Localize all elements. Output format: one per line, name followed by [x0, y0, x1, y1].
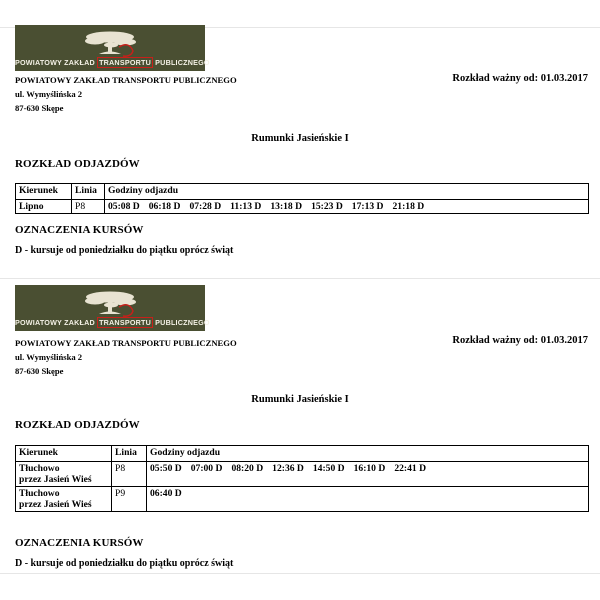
- timetable: [15, 445, 589, 512]
- valid-from: Rozkład ważny od: 01.03.2017: [452, 335, 588, 346]
- departure-time: 11:13 D: [230, 201, 262, 212]
- departure-time: 07:00 D: [190, 463, 223, 474]
- departure-time: 14:50 D: [312, 463, 345, 474]
- col-line-header: Linia: [72, 184, 105, 200]
- section-divider: [0, 278, 600, 279]
- company-street: ul. Wymyślińska 2: [15, 89, 83, 99]
- stop-name: Rumunki Jasieńskie I: [251, 133, 349, 144]
- legend-heading: OZNACZENIA KURSÓW: [15, 537, 144, 549]
- company-street: ul. Wymyślińska 2: [15, 352, 83, 362]
- legend-text: D - kursuje od poniedziałku do piątku oprócz świąt: [15, 558, 234, 569]
- stop-name: Rumunki Jasieńskie I: [251, 394, 349, 405]
- departure-time: 13:18 D: [270, 201, 303, 212]
- direction-cell: Lipno: [16, 200, 72, 214]
- col-times-header: Godziny odjazdu: [105, 184, 589, 200]
- departure-time: 22:41 D: [394, 463, 427, 474]
- company-name: POWIATOWY ZAKŁAD TRANSPORTU PUBLICZNEGO: [15, 338, 237, 348]
- departure-time: 17:13 D: [351, 201, 384, 212]
- direction-cell: Tłuchowo przez Jasień Wieś: [16, 462, 112, 487]
- line-cell: P8: [112, 462, 147, 487]
- departure-time: 15:23 D: [311, 201, 343, 212]
- valid-from: Rozkład ważny od: 01.03.2017: [452, 73, 588, 84]
- departure-time: 12:36 D: [272, 463, 304, 474]
- line-cell: P8: [72, 200, 105, 214]
- departure-time: 07:28 D: [189, 201, 222, 212]
- legend-text: D - kursuje od poniedziałku do piątku oprócz świąt: [15, 245, 234, 256]
- table-row: [16, 487, 589, 512]
- company-name: POWIATOWY ZAKŁAD TRANSPORTU PUBLICZNEGO: [15, 75, 237, 85]
- line-cell: P9: [112, 487, 147, 512]
- departure-times: [147, 487, 589, 512]
- departure-time: 16:10 D: [353, 463, 386, 474]
- company-city: 87-630 Skępe: [15, 366, 64, 376]
- col-times-header: Godziny odjazdu: [147, 446, 589, 462]
- departure-time: 05:50 D: [150, 463, 182, 474]
- company-city: 87-630 Skępe: [15, 103, 64, 113]
- departure-time: 21:18 D: [392, 201, 425, 212]
- departure-times: [147, 462, 589, 487]
- company-logo: [15, 285, 210, 331]
- table-row: [16, 462, 589, 487]
- col-direction-header: Kierunek: [16, 184, 72, 200]
- departure-time: 05:08 D: [108, 201, 140, 212]
- departure-time: 06:18 D: [148, 201, 181, 212]
- logo-text: POWIATOWY ZAKŁAD TRANSPORTU PUBLICZNEGO: [15, 318, 210, 327]
- col-line-header: Linia: [112, 446, 147, 462]
- departure-time: 08:20 D: [231, 463, 264, 474]
- col-direction-header: Kierunek: [16, 446, 112, 462]
- legend-heading: OZNACZENIA KURSÓW: [15, 224, 144, 236]
- schedule-heading: ROZKŁAD ODJAZDÓW: [15, 419, 140, 431]
- company-address: [15, 336, 237, 378]
- timetable-header-row: [16, 446, 589, 462]
- direction-cell: Tłuchowo przez Jasień Wieś: [16, 487, 112, 512]
- departure-time: 06:40 D: [150, 488, 182, 499]
- bottom-divider: [0, 573, 600, 574]
- logo-text: POWIATOWY ZAKŁAD TRANSPORTU PUBLICZNEGO: [15, 58, 210, 67]
- schedule-heading: ROZKŁAD ODJAZDÓW: [15, 158, 140, 170]
